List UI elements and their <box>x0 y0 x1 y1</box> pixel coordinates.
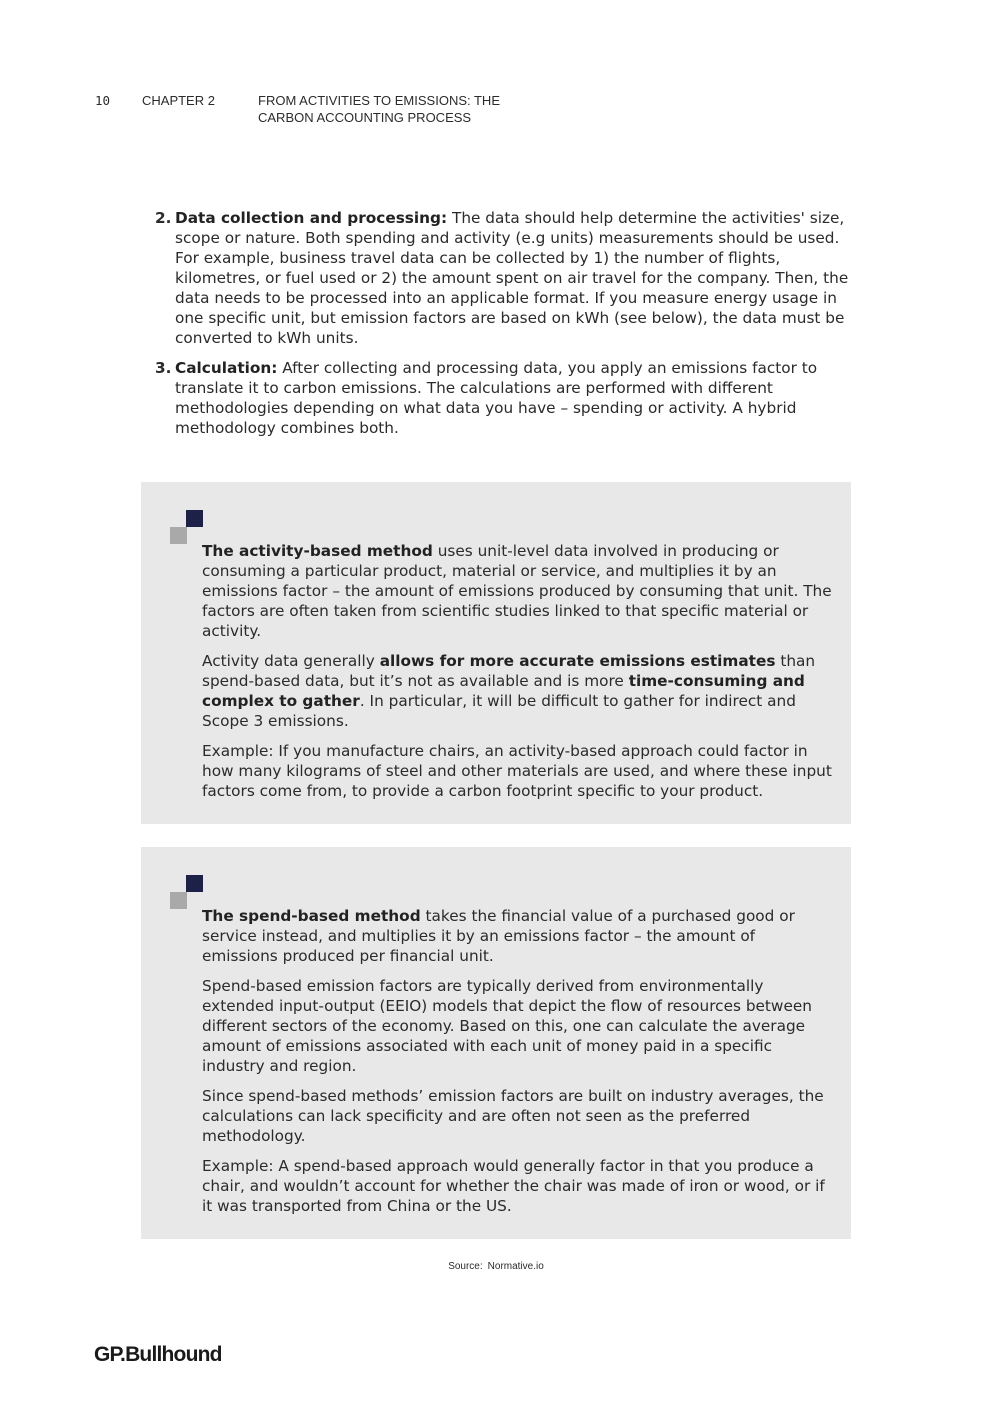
step-heading: Data collection and processing: <box>175 209 448 227</box>
paragraph: Example: If you manufacture chairs, an activity-based approach could factor in how many kilograms of steel and other materials are used, and where these input factors come from, to provide a carbon footprint specific to your product. <box>202 742 832 800</box>
paragraph-text: takes the financial value of a purchased good or service instead, and multiplies it by an emissions factor – the amount of emissions produced per financial unit. <box>202 907 795 965</box>
bold-term: allows for more accurate emissions estimates <box>379 652 776 670</box>
paragraph <box>202 541 832 641</box>
bold-term: time-consuming and complex to gather <box>202 672 805 710</box>
process-steps-list <box>155 208 855 448</box>
page-number: 10 <box>95 93 111 108</box>
paragraph: Since spend-based methods’ emission factors are built on industry averages, the calculations can lack specificity and are often not seen as the preferred methodology. <box>202 1087 824 1145</box>
activity-method-text <box>202 541 832 811</box>
source-value: Normative.io <box>487 1261 544 1272</box>
square-dark-icon <box>186 875 203 892</box>
paragraph <box>202 651 832 731</box>
spend-method-text <box>202 906 832 1226</box>
step-text: The data should help determine the activities' size, scope or nature. Both spending and activity (e.g units) measurements should be used. For example, business travel data can be collected by 1) the number of flights, kilometres, or fuel used or 2) the amount spent on air travel for the company. Then, the data needs to be processed into an applicable format. If you measure energy usage in one specific unit, but emission factors are based on kWh (see below), the data must be converted to kWh units. <box>175 209 849 347</box>
step-calculation <box>155 358 855 438</box>
square-grey-icon <box>170 892 187 909</box>
chapter-label: CHAPTER 2 <box>142 93 215 108</box>
paragraph-text: Activity data generally <box>202 652 380 670</box>
square-dark-icon <box>186 510 203 527</box>
chapter-title-line-2: CARBON ACCOUNTING PROCESS <box>258 110 472 125</box>
source-note <box>0 1261 992 1272</box>
chapter-title-line-1: FROM ACTIVITIES TO EMISSIONS: THE <box>258 93 500 108</box>
paragraph-text: uses unit-level data involved in producing or consuming a particular product, material or service, and multiplies it by an emissions factor – the amount of emissions produced by consuming that unit. The factors are often taken from scientific studies linked to that specific material or activity. <box>202 542 832 640</box>
paragraph-text: . In particular, it will be difficult to gather for indirect and Scope 3 emissions. <box>202 692 796 730</box>
activity-method-box <box>141 482 851 824</box>
paragraph: Example: A spend-based approach would generally factor in that you produce a chair, and wouldn’t account for whether the chair was made of iron or wood, or if it was transported from China or the US. <box>202 1157 825 1215</box>
square-grey-icon <box>170 527 187 544</box>
spend-method-box <box>141 847 851 1239</box>
step-heading: Calculation: <box>175 359 278 377</box>
paragraph-text: than spend-based data, but it’s not as available and is more <box>202 652 816 690</box>
bold-term: The activity-based method <box>202 542 433 560</box>
paragraph <box>202 906 832 966</box>
step-data-collection <box>155 208 855 348</box>
paragraph: Spend-based emission factors are typically derived from environmentally extended input-output (EEIO) models that depict the flow of resources between different sectors of the economy. Based on this, one can calculate the average amount of emissions associated with each unit of money paid in a specific industry and region. <box>202 977 812 1075</box>
source-label: Source: <box>448 1261 483 1272</box>
gp-bullhound-logo: GP.Bullhound <box>94 1343 222 1366</box>
step-paragraph <box>175 208 855 348</box>
step-paragraph <box>175 358 855 438</box>
bold-term: The spend-based method <box>202 907 421 925</box>
step-text: After collecting and processing data, you apply an emissions factor to translate it to carbon emissions. The calculations are performed with different methodologies depending on what data you have – spending or activity. A hybrid methodology combines both. <box>175 359 818 437</box>
step-number: 2. <box>155 209 172 227</box>
step-number: 3. <box>155 359 172 377</box>
chapter-title <box>258 92 500 126</box>
